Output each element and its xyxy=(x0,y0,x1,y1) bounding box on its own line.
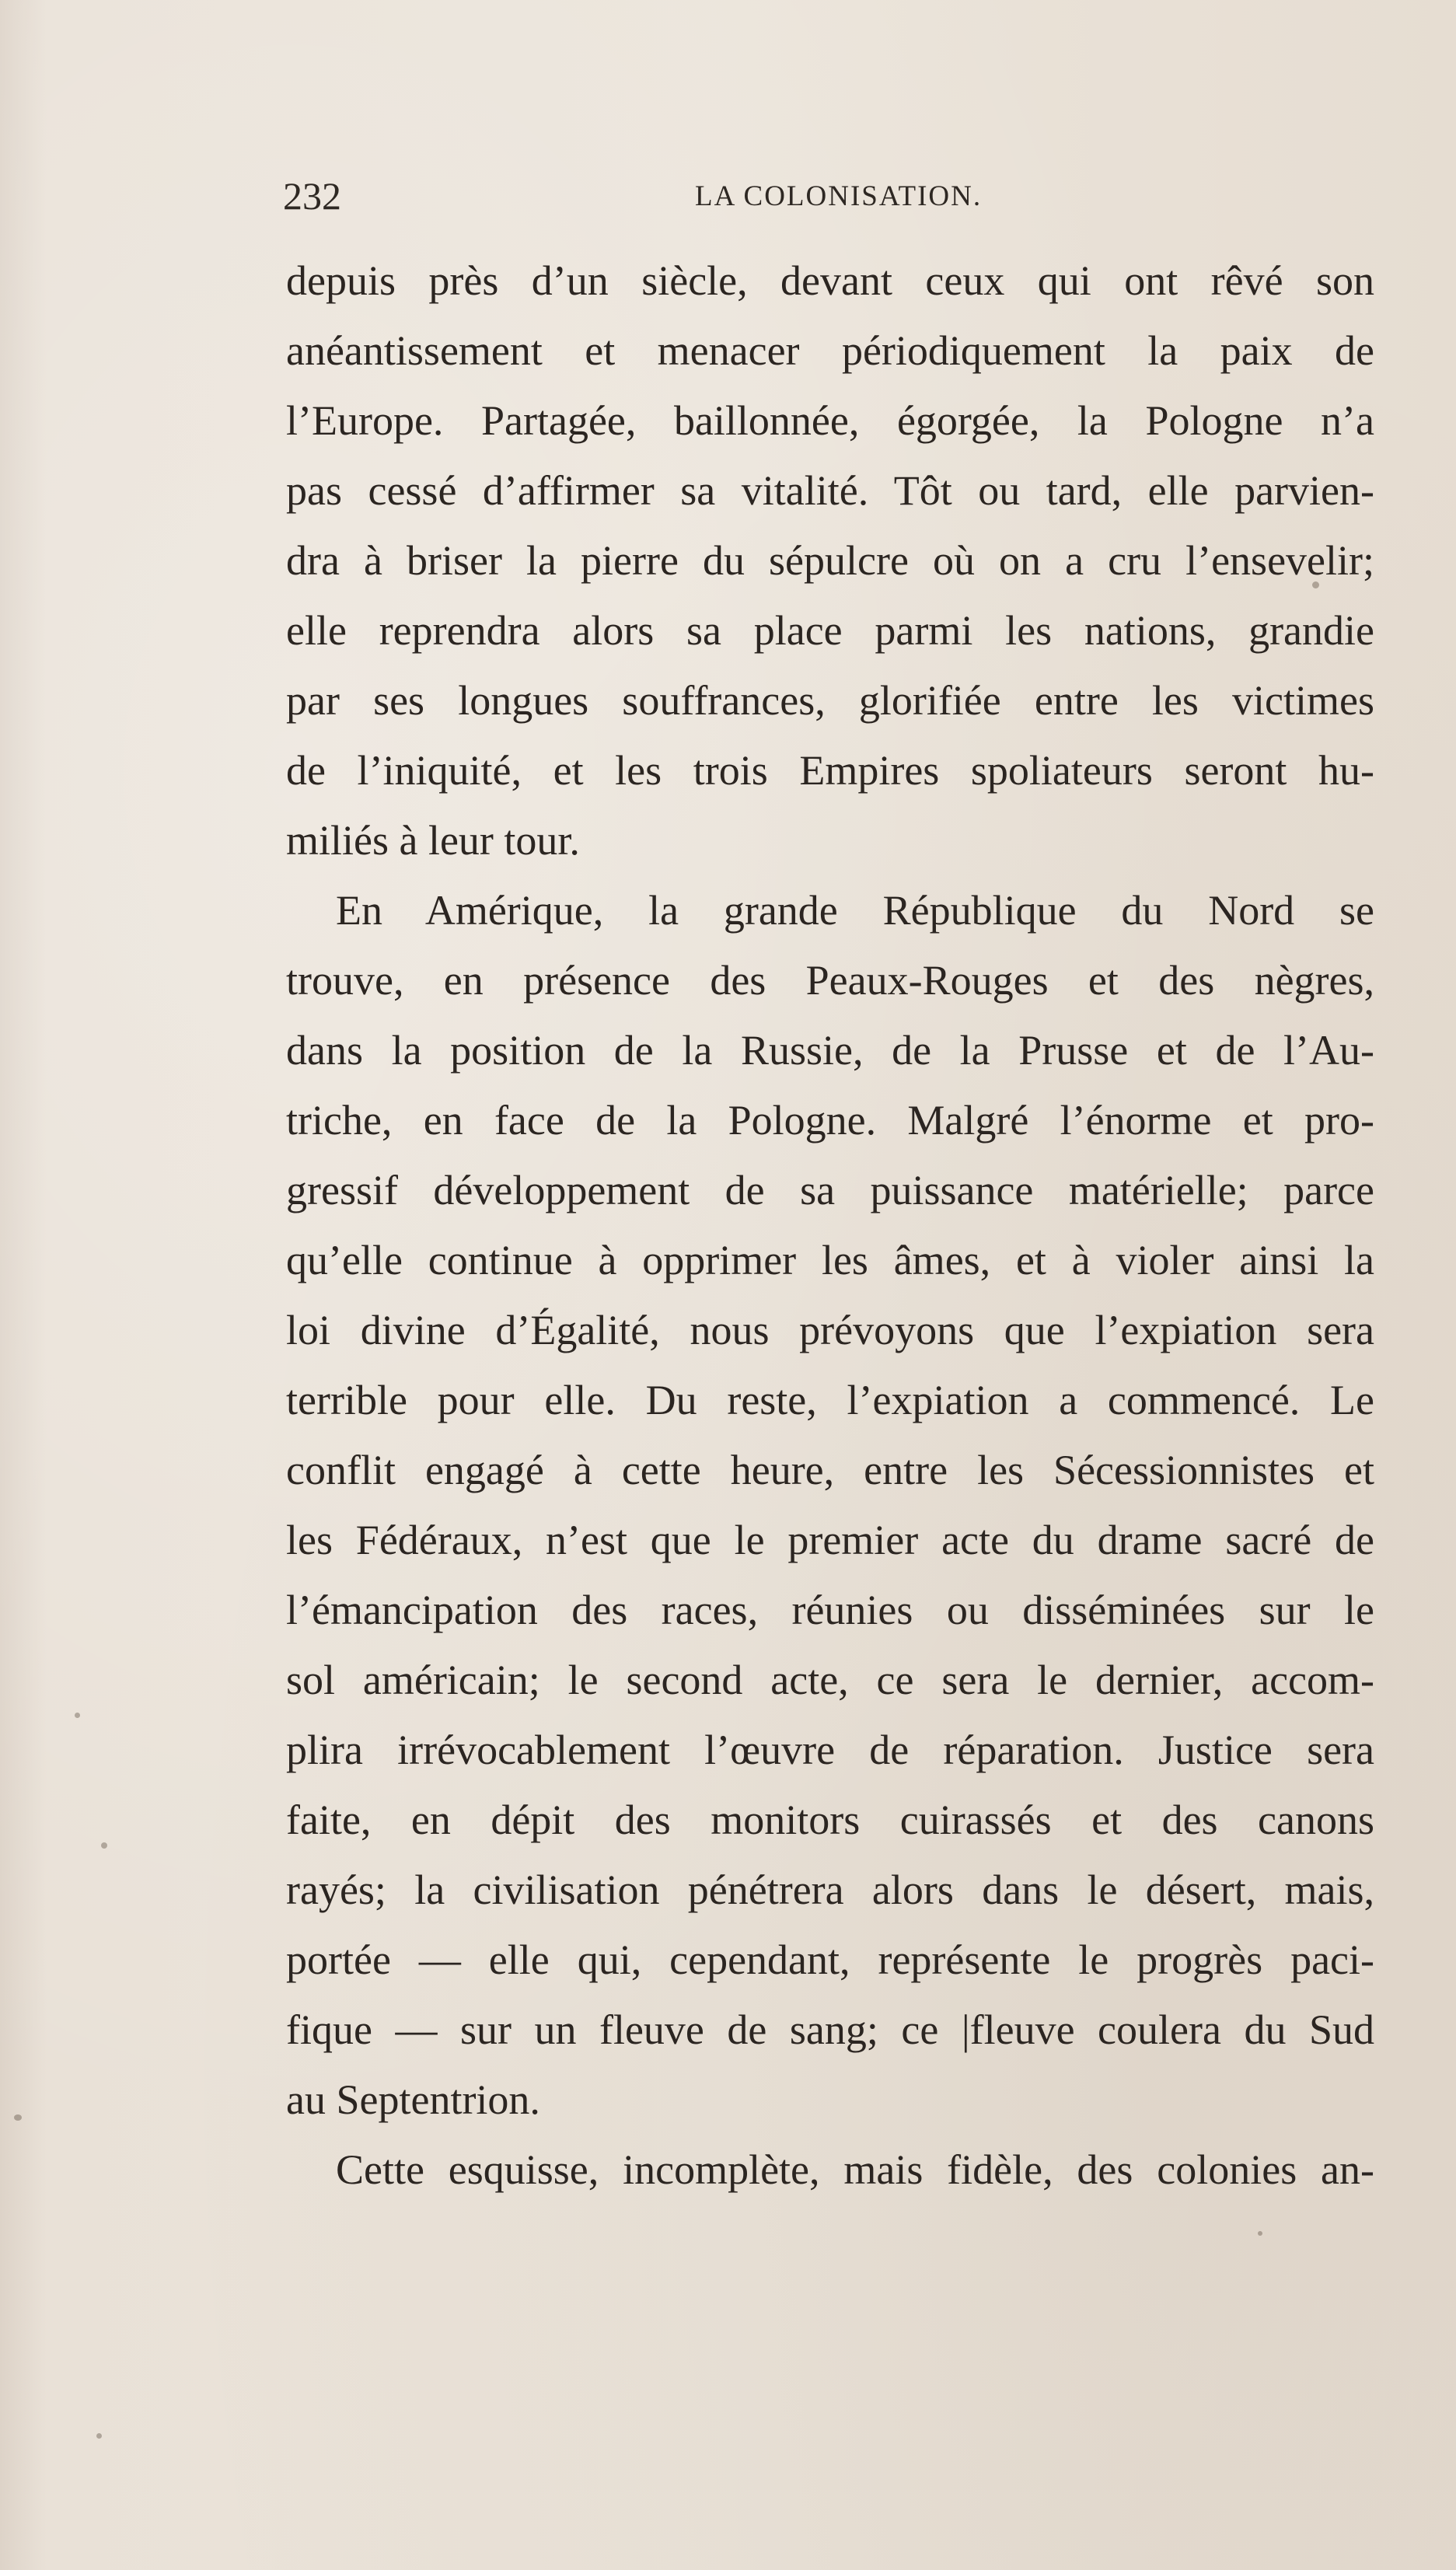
text-line: par ses longues souffrances, glorifiée entre les victimes xyxy=(286,677,1374,724)
text-line: sol américain; le second acte, ce sera le dernier, accom- xyxy=(286,1657,1374,1703)
text-line: dra à briser la pierre du sépulcre où on a cru l’ensevelir; xyxy=(286,537,1374,584)
text-line: conflit engagé à cette heure, entre les Sécessionnistes et xyxy=(286,1447,1374,1493)
text-line: faite, en dépit des monitors cuirassés et des canons xyxy=(286,1797,1374,1843)
text-line: miliés à leur tour. xyxy=(286,817,580,864)
text-line: depuis près d’un siècle, devant ceux qui ont rêvé son xyxy=(286,257,1374,304)
text-line: portée — elle qui, cependant, représente le progrès paci- xyxy=(286,1936,1374,1983)
page-header xyxy=(283,173,1370,219)
ink-speck xyxy=(96,2433,102,2439)
text-line: anéantissement et menacer périodiquement la paix de xyxy=(286,327,1374,374)
text-line: l’émancipation des races, réunies ou disséminées sur le xyxy=(286,1587,1374,1633)
text-line: plira irrévocablement l’œuvre de réparation. Justice sera xyxy=(286,1727,1374,1773)
ink-speck xyxy=(101,1842,107,1849)
text-line: dans la position de la Russie, de la Prusse et de l’Au- xyxy=(286,1027,1374,1074)
text-line: rayés; la civilisation pénétrera alors dans le désert, mais, xyxy=(286,1866,1374,1913)
text-line: Cette esquisse, incomplète, mais fidèle, des colonies an- xyxy=(336,2146,1374,2193)
text-line: loi divine d’Égalité, nous prévoyons que l’expiation sera xyxy=(286,1307,1374,1353)
text-line: gressif développement de sa puissance matérielle; parce xyxy=(286,1167,1374,1213)
text-line: trouve, en présence des Peaux-Rouges et des nègres, xyxy=(286,957,1374,1004)
text-line: qu’elle continue à opprimer les âmes, et à violer ainsi la xyxy=(286,1237,1374,1283)
text-line: au Septentrion. xyxy=(286,2076,540,2123)
text-line: terrible pour elle. Du reste, l’expiation a commencé. Le xyxy=(286,1377,1374,1423)
text-line: les Fédéraux, n’est que le premier acte du drame sacré de xyxy=(286,1517,1374,1563)
page-number: 232 xyxy=(283,174,341,218)
running-title: LA COLONISATION. xyxy=(695,180,983,212)
text-line: triche, en face de la Pologne. Malgré l’énorme et pro- xyxy=(286,1097,1374,1144)
text-line: de l’iniquité, et les trois Empires spoliateurs seront hu- xyxy=(286,747,1374,794)
ink-speck xyxy=(14,2114,22,2121)
text-line: fique — sur un fleuve de sang; ce |fleuve coulera du Sud xyxy=(286,2006,1374,2053)
text-line: elle reprendra alors sa place parmi les nations, grandie xyxy=(286,607,1374,654)
text-line: En Amérique, la grande République du Nord se xyxy=(336,887,1374,934)
body-text xyxy=(286,246,1374,2205)
text-line: pas cessé d’affirmer sa vitalité. Tôt ou tard, elle parvien- xyxy=(286,467,1374,514)
text-line: l’Europe. Partagée, baillonnée, égorgée, la Pologne n’a xyxy=(286,397,1374,444)
ink-speck xyxy=(1312,581,1319,588)
ink-speck xyxy=(75,1713,80,1718)
ink-speck xyxy=(1258,2231,1262,2236)
